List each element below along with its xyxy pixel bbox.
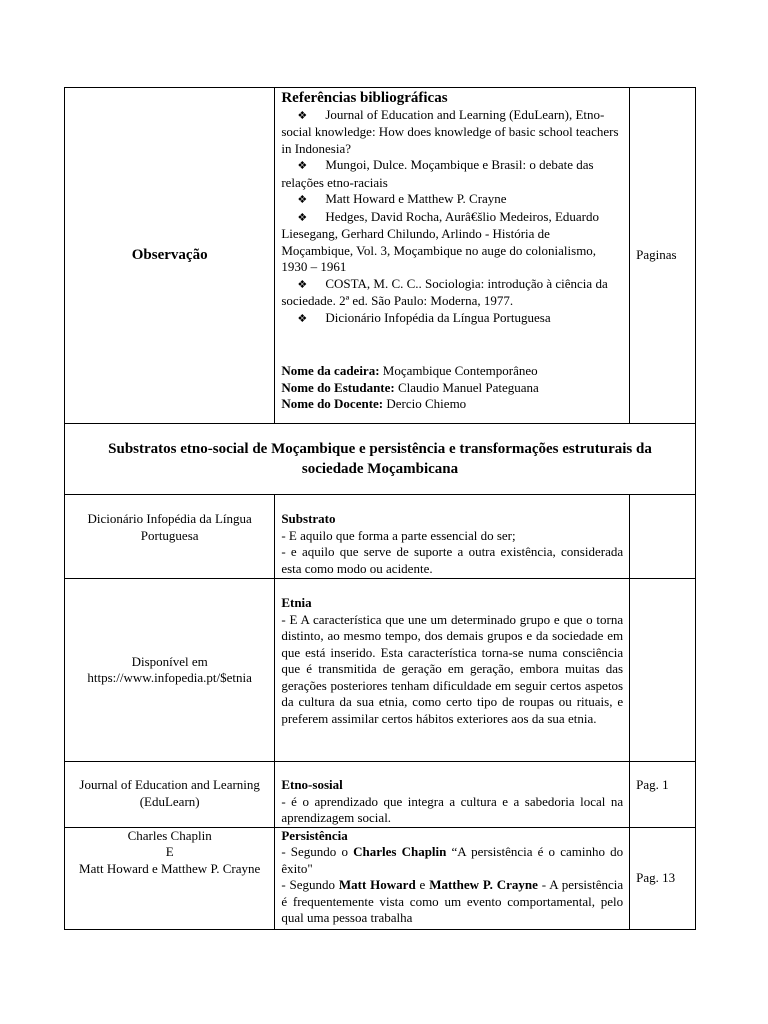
definition-line: - Segundo o Charles Chaplin “A persistência é o caminho do êxito" [281,844,624,876]
references-cell [275,88,630,424]
table-row [65,495,696,579]
term-title: Etno-sosial [281,777,343,792]
refs-title: Referências bibliográficas [281,90,448,106]
diamond-bullet-icon: ❖ [297,211,308,224]
term-title: Etnia [281,595,312,610]
definition-cell [275,495,630,579]
reference-item: ❖ Matt Howard e Matthew P. Crayne [281,191,623,209]
reference-item: ❖ COSTA, M. C. C.. Sociologia: introdução à ciência da sociedade. 2ª ed. São Paulo: Moderna, 1977. [281,275,608,308]
source-cell: Journal of Education and Learning (EduLearn) [65,762,275,828]
reference-item: ❖ Dicionário Infopédia da Língua Portuguesa [281,310,623,328]
observacao-label: Observação [65,88,275,424]
definition-text: - é o aprendizado que integra a cultura e a sabedoria local na aprendizagem social. [281,793,624,825]
page-cell [630,495,696,579]
source-cell: Disponível em https://www.infopedia.pt/$etnia [65,579,275,762]
term-title: Substrato [281,511,336,526]
teacher-name-line: Nome do Docente: Dercio Chiemo [281,396,467,411]
paginas-label: Paginas [630,88,696,424]
page-cell: Pag. 1 [630,762,696,828]
reference-item: ❖ Hedges, David Rocha, Aurâ€šlio Medeiros, Eduardo Liesegang, Gerhard Chilundo, Arlindo - História de Moçambique, Vol. 3, Moçambique no auge do colonialismo, 1930 – 1961 [281,208,599,274]
page-cell: Pag. 13 [630,827,696,929]
table-row [65,579,696,762]
definition-cell [275,827,630,929]
diamond-bullet-icon: ❖ [297,278,308,291]
term-title: Persistência [281,827,348,843]
diamond-bullet-icon: ❖ [297,312,308,325]
table-row [65,762,696,828]
diamond-bullet-icon: ❖ [297,194,308,206]
header-row [65,88,696,424]
document-page [64,87,696,930]
page-cell [630,579,696,762]
source-cell: Charles Chaplin E Matt Howard e Matthew P. Crayne [65,827,275,929]
definition-cell [275,762,630,828]
reference-item: ❖ Mungoi, Dulce. Moçambique e Brasil: o debate das relações etno-raciais [281,157,594,190]
reference-list [281,107,623,328]
reference-item: ❖ Journal of Education and Learning (EduLearn), Etno-social knowledge: How does knowledge of basic school teachers in Indonesia? [281,106,619,156]
course-name-line: Nome da cadeira: Moçambique Contemporâneo [281,363,538,378]
source-url: https://www.infopedia.pt/$etnia [87,670,252,685]
diamond-bullet-icon: ❖ [297,109,308,122]
definition-line: - E aquilo que forma a parte essencial do ser; [281,527,516,543]
source-cell: Dicionário Infopédia da Língua Portuguesa [65,495,275,579]
section-title: Substratos etno-social de Moçambique e persistência e transformações estruturais da sociedade Moçambicana [65,424,696,495]
definition-cell [275,579,630,762]
definition-line: - e aquilo que serve de suporte a outra existência, considerada esta como modo ou acidente. [281,544,624,576]
student-name-line: Nome do Estudante: Claudio Manuel Pateguana [281,379,539,395]
table-row [65,827,696,929]
definition-line: - Segundo Matt Howard e Matthew P. Crayne - A persistência é frequentemente vista como um evento comportamental, pelo qual uma pessoa trabalha [281,877,624,925]
definition-text: - E A característica que une um determinado grupo e que o torna distinto, ao mesmo tempo, dos demais grupos e da sociedade em que está inserido. Esta característica torna-se numa consciência que é transmitida de geração em geração, embora muitas das gerações posteriores tenham dificuldade em seguir certos aspetos da cultura da sua etnia, como certo tipo de roupas ou rituais, e preferem assimilar certos hábitos exteriores aos da sua etnia. [281,611,624,726]
diamond-bullet-icon: ❖ [297,160,308,172]
section-title-row [65,424,696,495]
reference-table [64,87,696,930]
course-info [281,363,623,413]
